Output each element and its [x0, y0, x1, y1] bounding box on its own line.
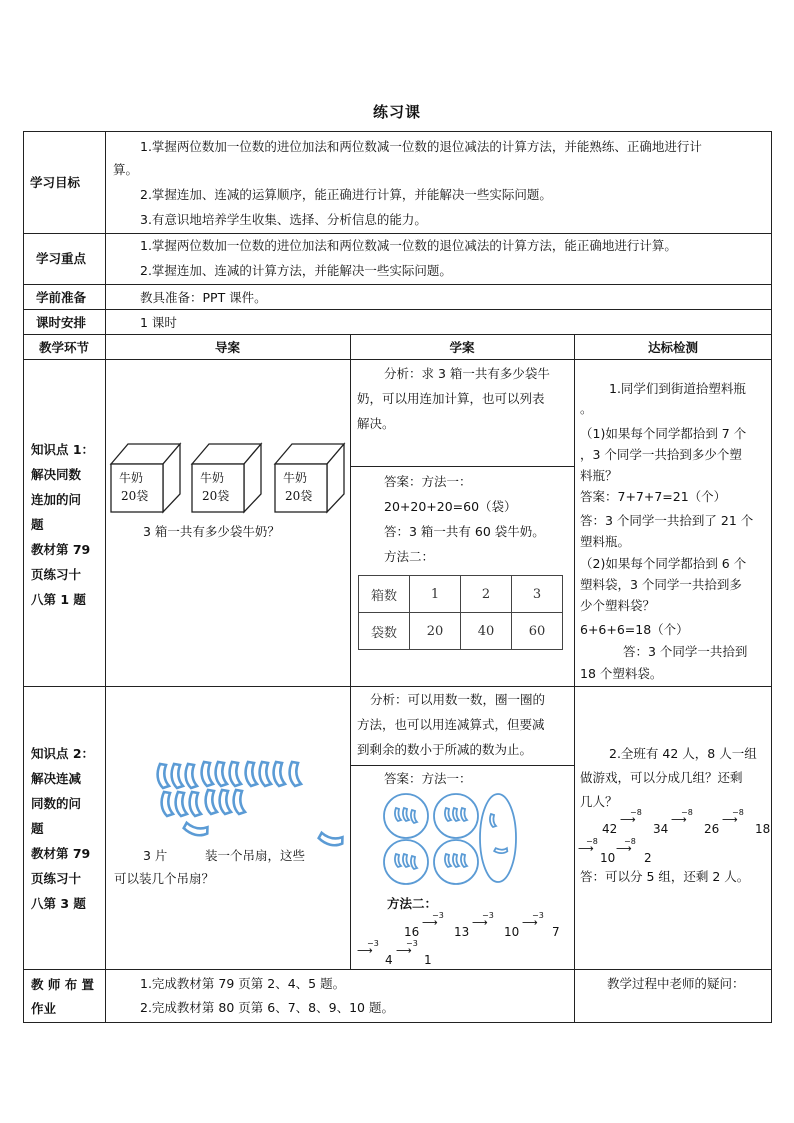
k1-check-line: 塑料瓶。	[580, 534, 631, 549]
chain-number: 13	[454, 925, 470, 939]
milk-box-label: 20袋	[121, 489, 149, 503]
goal-line: 1.掌握两位数加一位数的进位加法和两位数减一位数的退位减法的计算方法，并能熟练、正确地进行计	[140, 139, 702, 154]
k2-question-part: 装一个吊扇，这些	[205, 848, 306, 863]
header-teaching-step: 教学环节	[38, 340, 89, 355]
k1-answer-line: 答案：方法一：	[384, 474, 472, 489]
k1-label-line: 解决同数	[31, 467, 82, 482]
chain-number: 7	[552, 925, 560, 939]
header-check: 达标检测	[647, 340, 698, 355]
chain-number: 26	[704, 822, 720, 836]
chain-op-label: −3	[532, 911, 544, 920]
milk-box-label: 牛奶	[200, 471, 225, 485]
chain-arrow: −8 ⟶	[578, 837, 598, 855]
k1-check-line: （2)如果每个同学都拾到 6 个	[580, 556, 747, 571]
k2-answer-method2: 方法二：	[387, 896, 438, 911]
row-divider	[23, 233, 772, 234]
row-divider	[23, 359, 772, 360]
chain-op-label: −8	[732, 808, 744, 817]
homework-label: 教 师 布 置	[31, 977, 95, 992]
homework-line: 1.完成教材第 79 页第 2、4、5 题。	[140, 976, 346, 991]
k1-label-line: 题	[31, 517, 44, 532]
header-study: 学案	[449, 340, 475, 355]
chain-op-label: −8	[630, 808, 642, 817]
k1-label-line: 八第 1 题	[31, 592, 86, 607]
k1-check-line: 答：3 个同学一共拾到了 21 个	[580, 513, 754, 528]
k2-label-line: 同数的问	[31, 796, 82, 811]
k2-analysis-line: 到剩余的数小于所减的数为止。	[357, 742, 533, 757]
k1-analysis-line: 奶，可以用连加计算，也可以列表	[357, 391, 545, 406]
table-cell: 袋数	[359, 613, 410, 650]
table-cell: 20	[410, 613, 461, 650]
chain-arrow: −3 ⟶	[472, 911, 494, 929]
col-divider	[350, 334, 351, 969]
chain-number: 2	[644, 851, 652, 865]
goal-line: 2.掌握连加、连减的运算顺序，能正确进行计算，并能解决一些实际问题。	[140, 187, 552, 202]
table-row	[359, 576, 563, 613]
blade-circle-group	[384, 794, 428, 838]
k1-check-line: 答：3 个同学一共拾到	[623, 644, 748, 659]
chain-arrow: −8 ⟶	[620, 808, 642, 826]
cell-divider	[350, 466, 574, 467]
milk-box-label: 牛奶	[119, 471, 144, 485]
table-row	[359, 613, 563, 650]
chain-number: 16	[404, 925, 420, 939]
fan-blade-single	[318, 830, 344, 849]
table-cell: 2	[461, 576, 512, 613]
goals-label: 学习目标	[30, 175, 81, 190]
blade-circle-group	[434, 794, 478, 838]
schedule-text: 1 课时	[140, 315, 177, 330]
table-cell: 1	[410, 576, 461, 613]
homework-label: 作业	[31, 1001, 57, 1016]
k1-label-line: 页练习十	[31, 567, 82, 582]
k1-check-line: 1.同学们到街道拾塑料瓶	[609, 381, 746, 396]
chain-number: 18	[755, 822, 771, 836]
col-divider	[574, 334, 575, 1023]
k2-answer-method1: 答案：方法一：	[384, 771, 472, 786]
k2-label-line: 八第 3 题	[31, 896, 86, 911]
k1-check-line: 料瓶？	[580, 468, 618, 483]
blade-circle-group	[434, 840, 478, 884]
circle-grouping-diagram	[382, 790, 532, 890]
cell-divider	[350, 765, 574, 766]
boxes-bags-table	[358, 575, 563, 650]
chain-number: 1	[424, 953, 432, 967]
chain-arrow: −3 ⟶	[357, 939, 379, 957]
table-cell: 3	[512, 576, 563, 613]
focus-line: 1.掌握两位数加一位数的进位加法和两位数减一位数的退位减法的计算方法，能正确地进行计算。	[140, 238, 677, 253]
prep-label: 学前准备	[36, 290, 87, 305]
chain-op-label: −3	[367, 939, 379, 948]
k1-label-line: 教材第 79	[31, 542, 91, 557]
col-divider	[105, 131, 106, 1023]
k2-question-part: 3 片	[143, 848, 168, 863]
k1-label-line: 连加的问	[31, 492, 82, 507]
chain-arrow: −8 ⟶	[671, 808, 693, 826]
k1-check-line: 。	[580, 401, 593, 416]
milk-box-label: 20袋	[285, 489, 313, 503]
fan-blade-single	[183, 820, 209, 839]
blade-circle-group	[384, 840, 428, 884]
k2-label-line: 题	[31, 821, 44, 836]
k1-check-line: 18 个塑料袋。	[580, 666, 663, 681]
row-divider	[23, 969, 772, 970]
k2-check-answer: 答：可以分 5 组，还剩 2 人。	[580, 869, 750, 884]
goal-line: 算。	[113, 162, 139, 177]
k2-analysis-line: 方法，也可以用连减算式，但要减	[357, 717, 545, 732]
page-title: 练习课	[372, 103, 421, 121]
chain-op-label: −3	[482, 911, 494, 920]
k1-check-line: 6+6+6=18（个）	[580, 622, 689, 637]
chain-op-label: −3	[406, 939, 418, 948]
schedule-label: 课时安排	[36, 315, 87, 330]
k1-answer-line: 20+20+20=60（袋）	[384, 499, 517, 514]
row-divider	[23, 284, 772, 285]
fan-blade-group	[158, 762, 301, 816]
k2-analysis-line: 分析：可以用数一数，圈一圈的	[370, 692, 546, 707]
header-guide: 导案	[214, 340, 240, 355]
k1-check-line: 塑料袋，3 个同学一共拾到多	[580, 577, 742, 592]
chain-number: 10	[600, 851, 616, 865]
k1-check-line: （1)如果每个同学都拾到 7 个	[580, 426, 747, 441]
k2-label-line: 解决连减	[31, 771, 82, 786]
teacher-question-label: 教学过程中老师的疑问：	[607, 976, 745, 991]
table-cell: 箱数	[359, 576, 410, 613]
chain-number: 42	[602, 822, 618, 836]
k1-analysis-line: 解决。	[357, 416, 395, 431]
k1-answer-line: 方法二：	[384, 549, 435, 564]
chain-arrow: −8 ⟶	[616, 837, 636, 855]
chain-op-label: −8	[624, 837, 636, 846]
chain-op-label: −8	[586, 837, 598, 846]
chain-number: 10	[504, 925, 520, 939]
milk-box-label: 20袋	[202, 489, 230, 503]
table-cell: 40	[461, 613, 512, 650]
chain-arrow: −3 ⟶	[522, 911, 544, 929]
k1-check-line: ，3 个同学一共拾到多少个塑	[580, 447, 742, 462]
k2-question-part: 可以装几个吊扇？	[114, 871, 215, 886]
k1-question: 3 箱一共有多少袋牛奶？	[143, 524, 280, 539]
blade-oval-remainder	[480, 794, 516, 882]
chain-number: 4	[385, 953, 393, 967]
k2-label-line: 知识点 2：	[31, 746, 95, 761]
chain-arrow: −3 ⟶	[422, 911, 444, 929]
prep-text: 教具准备：PPT 课件。	[140, 290, 267, 305]
k2-check-line: 几人？	[580, 794, 618, 809]
table-cell: 60	[512, 613, 563, 650]
chain-number: 34	[653, 822, 669, 836]
k2-check-line: 做游戏，可以分成几组？还剩	[580, 770, 743, 785]
chain-arrow: −3 ⟶	[396, 939, 418, 957]
k1-answer-line: 答：3 箱一共有 60 袋牛奶。	[384, 524, 545, 539]
k1-check-line: 少个塑料袋？	[580, 598, 656, 613]
homework-line: 2.完成教材第 80 页第 6、7、8、9、10 题。	[140, 1000, 394, 1015]
k1-analysis-line: 分析：求 3 箱一共有多少袋牛	[384, 366, 550, 381]
focus-line: 2.掌握连加、连减的计算方法，并能解决一些实际问题。	[140, 263, 452, 278]
row-divider	[23, 309, 772, 310]
focus-label: 学习重点	[36, 251, 87, 266]
chain-op-label: −8	[681, 808, 693, 817]
row-divider	[23, 686, 772, 687]
k1-check-line: 答案：7+7+7=21（个）	[580, 489, 727, 504]
k1-label-line: 知识点 1：	[31, 442, 95, 457]
chain-arrow: −8 ⟶	[722, 808, 744, 826]
k2-check-line: 2.全班有 42 人，8 人一组	[609, 746, 757, 761]
row-divider	[23, 334, 772, 335]
milk-box-label: 牛奶	[283, 471, 308, 485]
goal-line: 3.有意识地培养学生收集、选择、分析信息的能力。	[140, 212, 427, 227]
k2-label-line: 页练习十	[31, 871, 82, 886]
chain-op-label: −3	[432, 911, 444, 920]
k2-label-line: 教材第 79	[31, 846, 91, 861]
